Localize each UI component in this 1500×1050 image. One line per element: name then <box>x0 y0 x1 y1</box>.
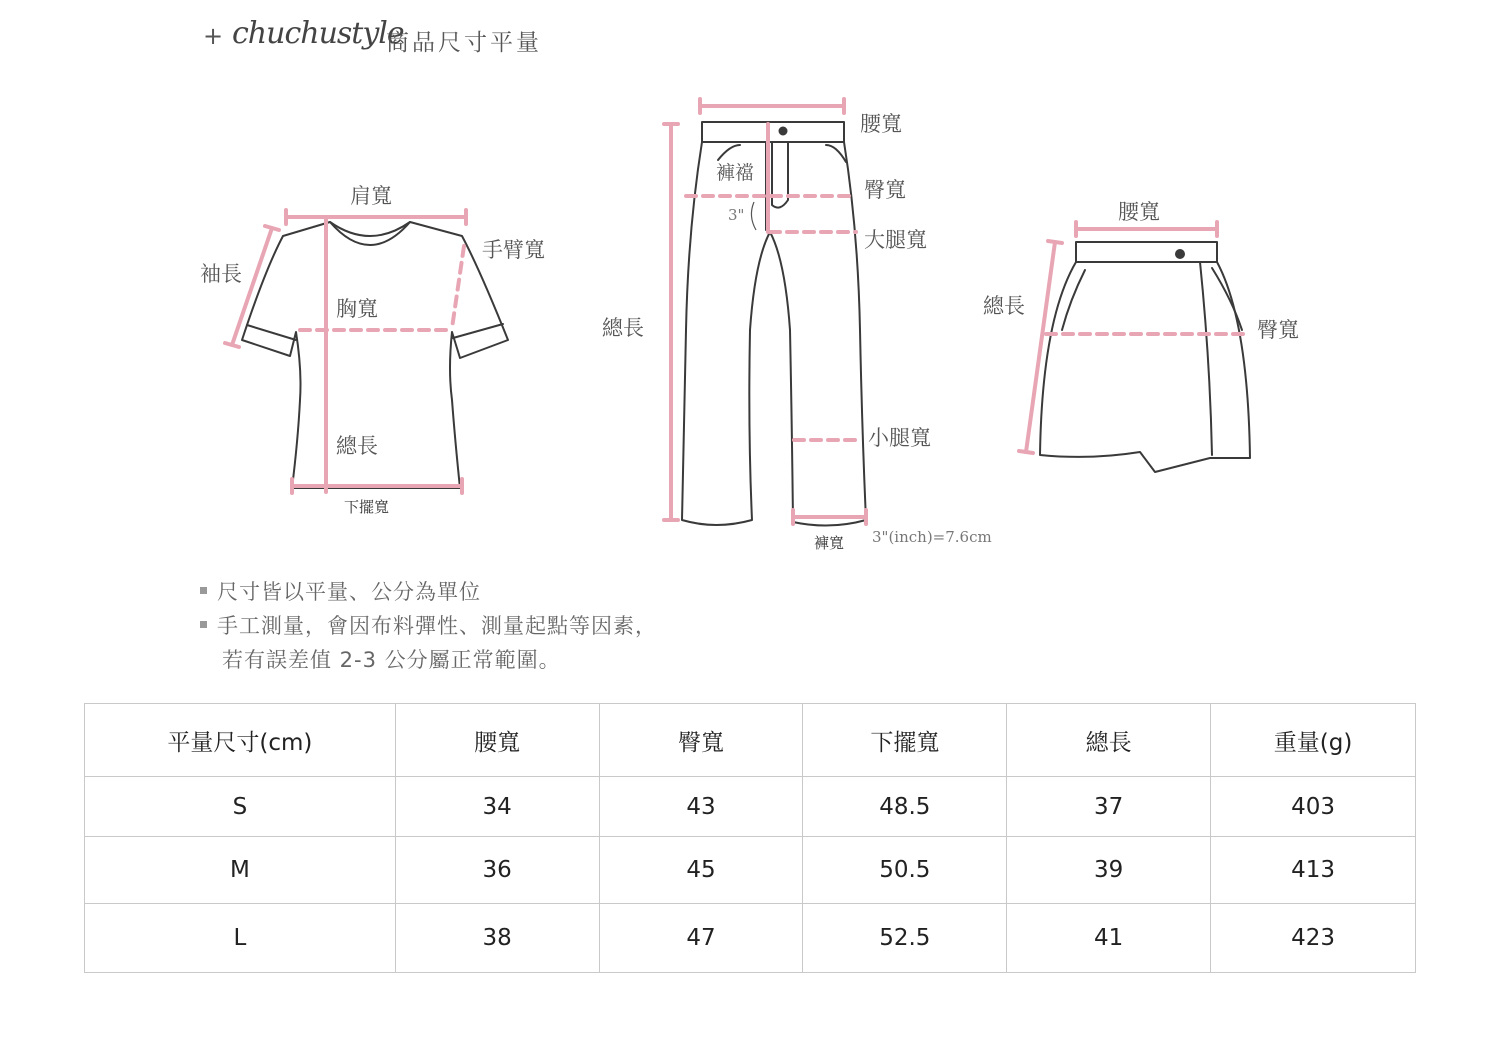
inch-conversion-note: 3"(inch)=7.6cm <box>872 528 992 546</box>
note-line-2: 手工測量，會因布料彈性、測量起點等因素， <box>200 609 657 643</box>
measurement-notes <box>200 575 657 677</box>
bullet-icon <box>200 621 207 628</box>
table-cell: L <box>85 904 396 973</box>
table-cell: 403 <box>1211 777 1416 837</box>
note-line-3: 若有誤差值 2-3 公分屬正常範圍。 <box>222 648 561 672</box>
pants-hip-label: 臀寬 <box>864 178 906 202</box>
table-cell: M <box>85 837 396 904</box>
shirt-sleeve-length-label: 袖長 <box>200 262 242 286</box>
skirt-hip-label: 臀寬 <box>1257 318 1299 342</box>
skirt-outline <box>1040 242 1250 472</box>
table-header-cell: 腰寬 <box>395 704 599 777</box>
table-row <box>85 904 1416 973</box>
table-header-cell: 重量(g) <box>1211 704 1416 777</box>
pants-leg-opening-label: 褲寬 <box>814 534 845 552</box>
shirt-length-label: 總長 <box>336 434 378 458</box>
pants-thigh-label: 大腿寬 <box>864 228 927 252</box>
size-table <box>84 703 1416 973</box>
table-row <box>85 837 1416 904</box>
pants-calf-label: 小腿寬 <box>868 426 931 450</box>
table-cell: 413 <box>1211 837 1416 904</box>
table-cell: 38 <box>395 904 599 973</box>
table-header-cell: 臀寬 <box>599 704 803 777</box>
bullet-icon <box>200 587 207 594</box>
page-title: 商品尺寸平量 <box>386 30 542 56</box>
shirt-chest-label: 胸寬 <box>336 297 378 321</box>
table-cell: 41 <box>1007 904 1211 973</box>
brand-logo: chuchustyle <box>232 16 404 51</box>
note-line-1: 尺寸皆以平量、公分為單位 <box>200 575 657 609</box>
table-cell: 37 <box>1007 777 1211 837</box>
table-row <box>85 777 1416 837</box>
table-cell: 34 <box>395 777 599 837</box>
table-cell: 43 <box>599 777 803 837</box>
table-cell: 47 <box>599 904 803 973</box>
table-cell: 48.5 <box>803 777 1007 837</box>
table-cell: S <box>85 777 396 837</box>
pants-rise-label: 褲襠 <box>716 162 755 184</box>
shirt-hem-label: 下擺寬 <box>344 498 390 516</box>
table-header-cell: 平量尺寸(cm) <box>85 704 396 777</box>
table-cell: 36 <box>395 837 599 904</box>
table-cell: 45 <box>599 837 803 904</box>
pants-outline <box>682 122 866 526</box>
pants-waist-label: 腰寬 <box>860 112 902 136</box>
table-header-row <box>85 704 1416 777</box>
header-plus: + <box>203 22 224 50</box>
pants-length-label: 總長 <box>602 316 644 340</box>
table-cell: 50.5 <box>803 837 1007 904</box>
skirt-length-label: 總長 <box>983 294 1025 318</box>
table-cell: 39 <box>1007 837 1211 904</box>
table-cell: 52.5 <box>803 904 1007 973</box>
table-header-cell: 下擺寬 <box>803 704 1007 777</box>
shirt-arm-width-label: 手臂寬 <box>482 238 545 262</box>
skirt-waist-label: 腰寬 <box>1118 200 1160 224</box>
shirt-shoulder-label: 肩寬 <box>350 184 392 208</box>
pants-rise-measure: 3" <box>728 206 745 224</box>
table-cell: 423 <box>1211 904 1416 973</box>
table-header-cell: 總長 <box>1007 704 1211 777</box>
